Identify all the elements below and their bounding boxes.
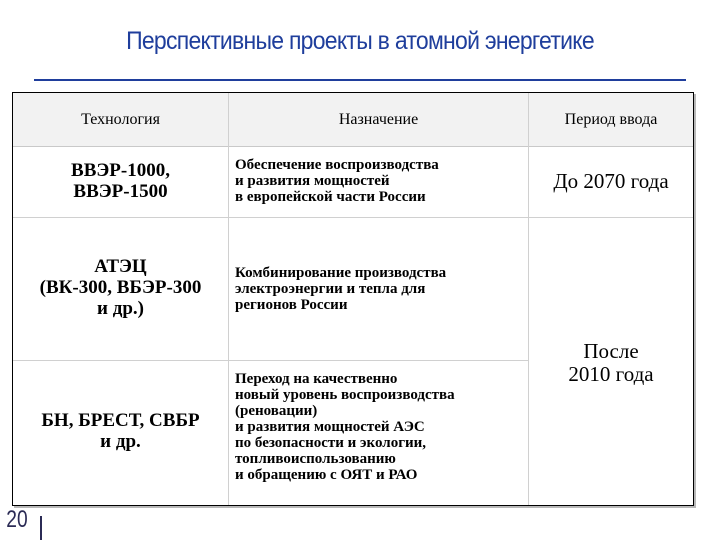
header-technology: Технология [81, 111, 160, 128]
slide-title: Перспективные проекты в атомной энергетике [126, 27, 594, 55]
row-2-purpose: Комбинирование производства электроэнергии и тепла для регионов России [235, 265, 447, 313]
page-number-divider [40, 516, 42, 540]
row-divider [13, 217, 693, 218]
header-purpose: Назначение [338, 111, 419, 128]
page-number: 20 [6, 506, 28, 533]
row-3-technology: БН, БРЕСТ, СВБР и др. [41, 410, 200, 452]
row-divider [13, 360, 528, 361]
row-2-technology: АТЭЦ (ВК-300, ВБЭР-300 и др.) [39, 256, 202, 319]
row-1-purpose: Обеспечение воспроизводства и развития мощностей в европейской части России [235, 157, 439, 205]
header-period: Период ввода [564, 111, 658, 128]
row-1-period: До 2070 года [553, 169, 669, 193]
row-1-technology: ВВЭР-1000, ВВЭР-1500 [71, 160, 170, 202]
rows-2-3-period: После 2010 года [568, 339, 654, 386]
column-divider [528, 93, 529, 505]
row-3-purpose: Переход на качественно новый уровень воспроизводства (реновации) и развития мощностей АЭС по безопасности и экологии, топливоиспользованию и обращению с ОЯТ и РАО [235, 371, 455, 483]
title-underline [34, 79, 686, 81]
